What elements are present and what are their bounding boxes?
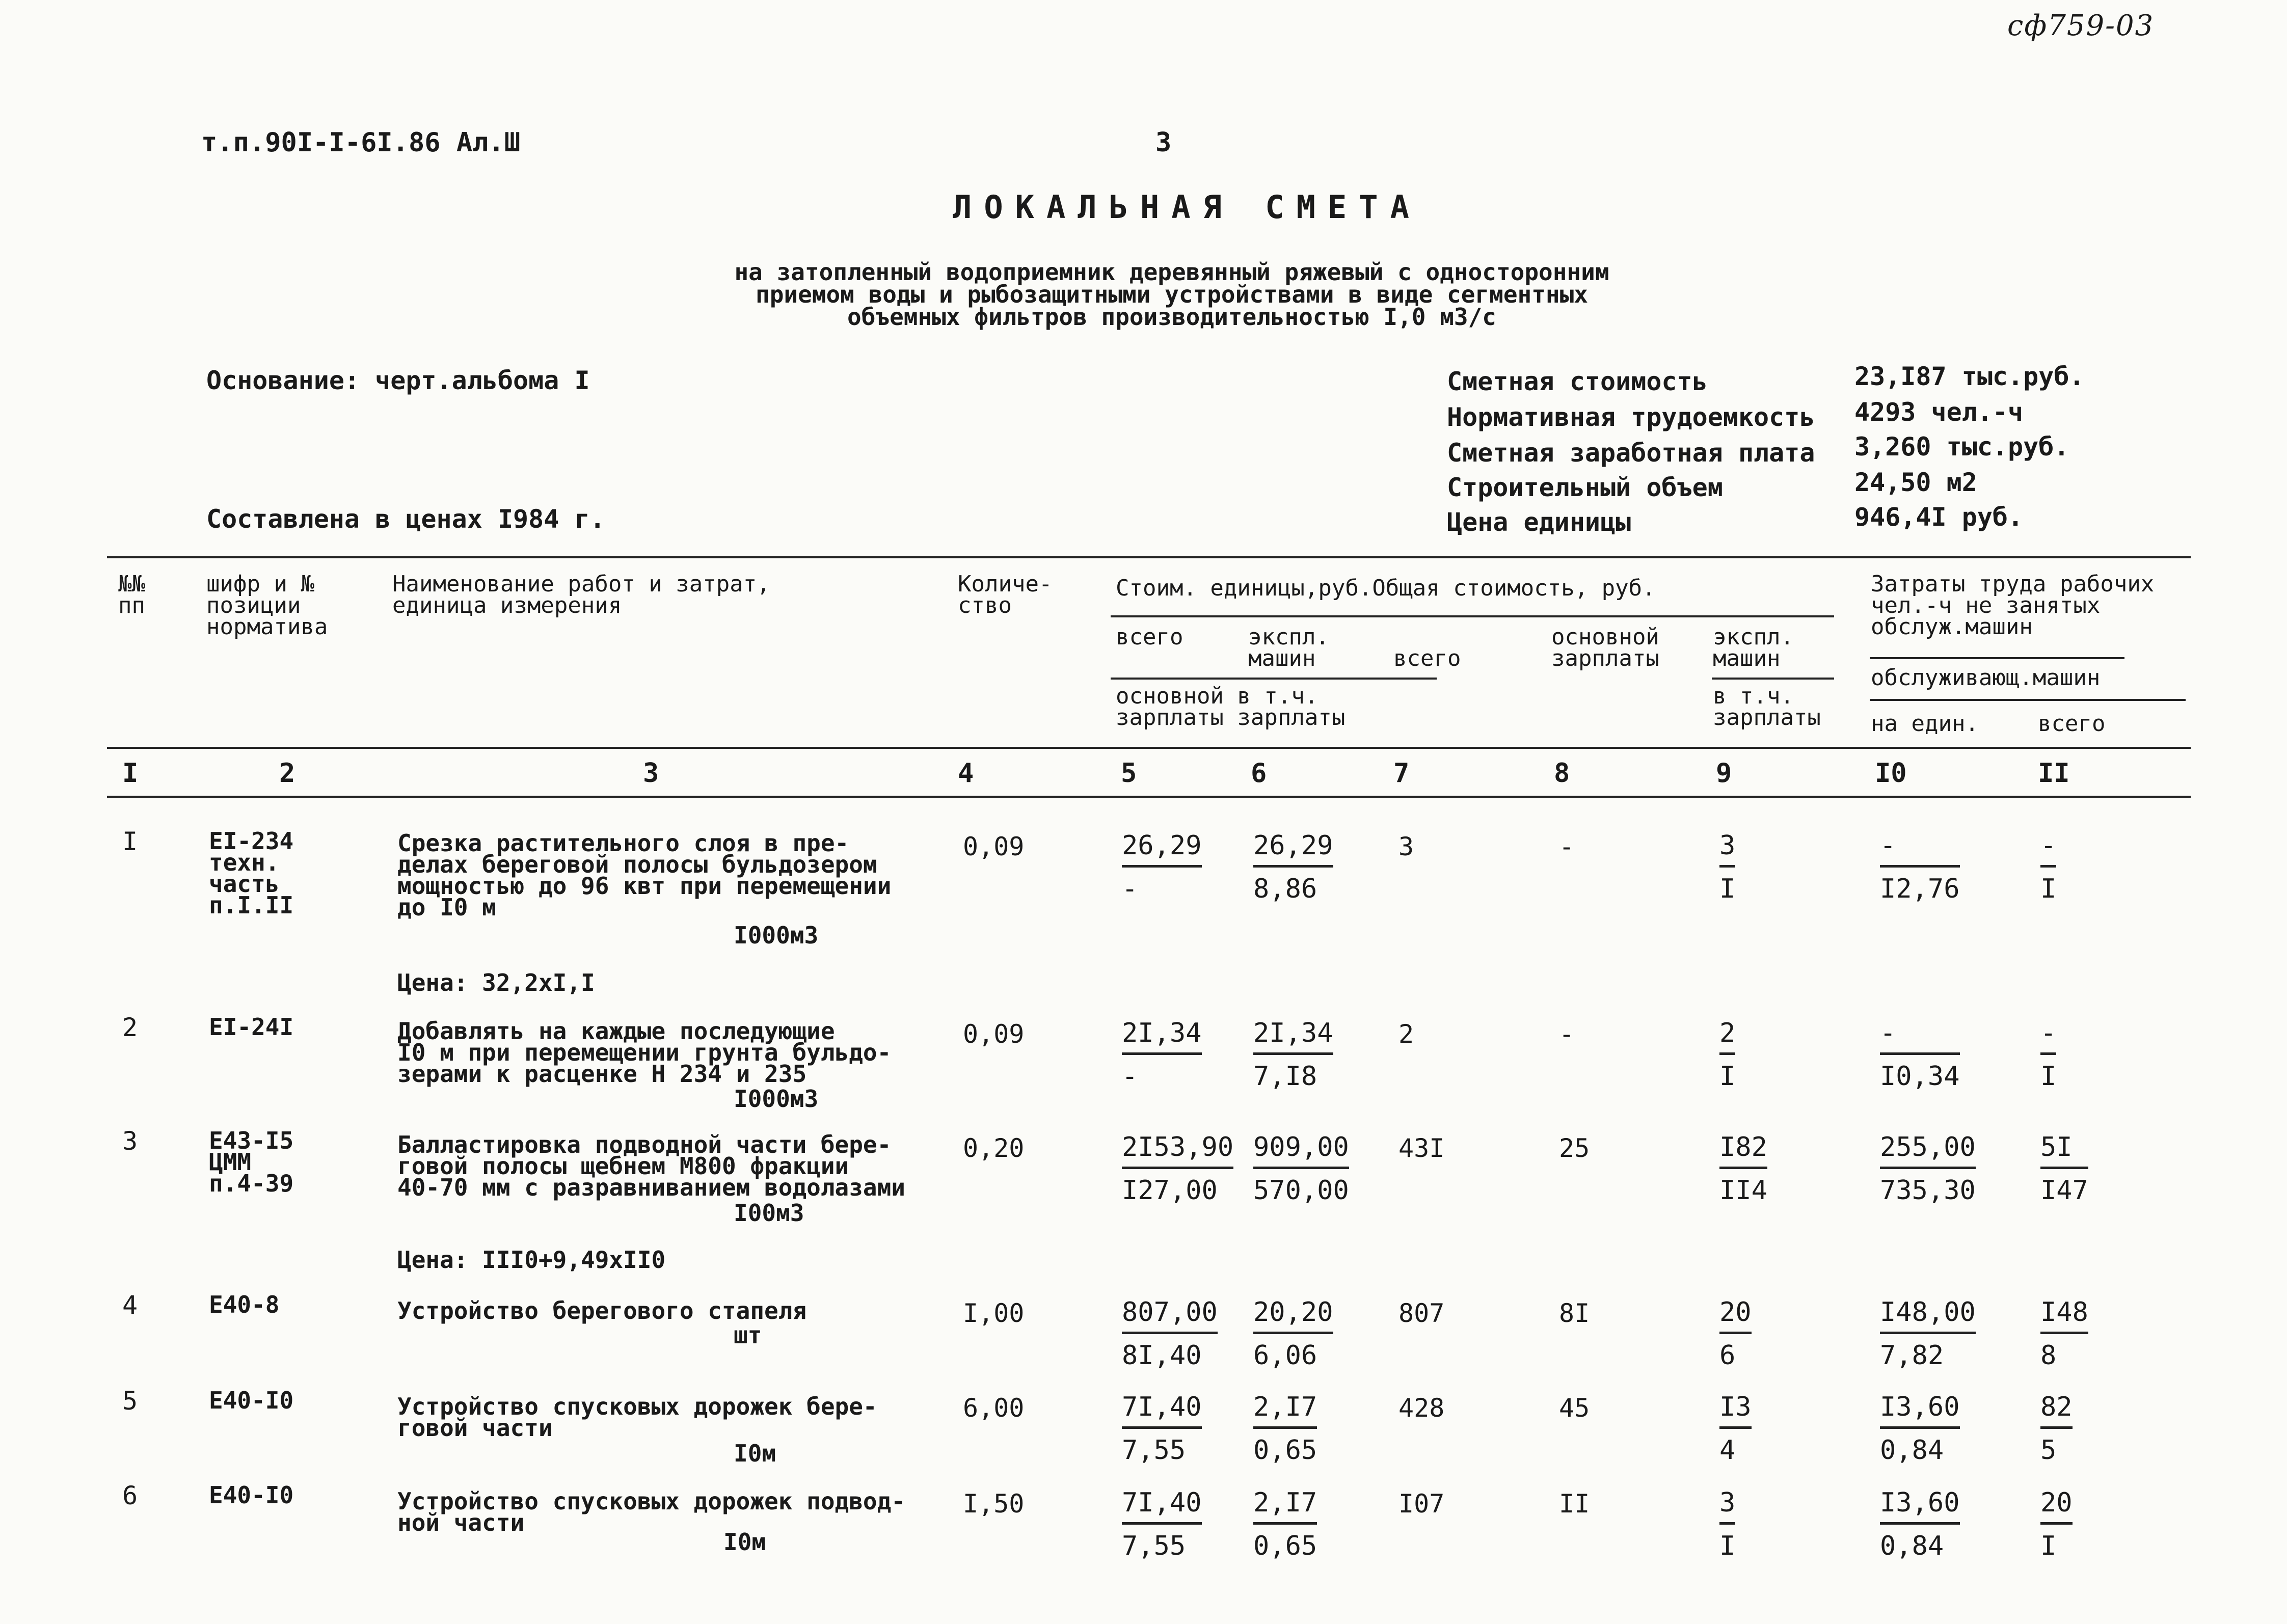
row-description (397, 1017, 892, 1088)
labor-service-per-unit: 735,30 (1880, 1175, 1976, 1206)
col-number: II (2038, 758, 2070, 789)
row-unit-machine-cost (1253, 1019, 1333, 1091)
row-labor-total (2040, 831, 2056, 903)
col-header-row-number: №№ пп (118, 571, 145, 618)
total-machine-cost: I3 (1719, 1393, 1752, 1429)
row-quantity: I,00 (963, 1298, 1025, 1328)
row-code-line: E40-I0 (209, 1481, 294, 1509)
document-code-stamp: сф759-03 (2007, 9, 2155, 42)
labor-per-unit: I3,60 (1880, 1393, 1960, 1429)
row-quantity: 0,20 (963, 1133, 1025, 1163)
unit-cost-total: 2I53,90 (1122, 1133, 1233, 1169)
col-header-unit-wages: основной в т.ч. зарплаты зарплаты (1116, 683, 1346, 730)
row-total-machines (1719, 1019, 1735, 1091)
row-description-line: 40-70 мм с разравниванием водолазами (397, 1174, 905, 1201)
row-total: 3 (1398, 832, 1414, 861)
row-labor-per-unit (1880, 1393, 1960, 1465)
row-unit-cost (1122, 1298, 1218, 1370)
row-unit-cost (1122, 1019, 1202, 1091)
unit-cost-wages: - (1122, 874, 1138, 904)
row-description-line: делах береговой полосы бульдозером (397, 851, 877, 878)
col-header-total-machines: экспл. машин (1713, 624, 1794, 671)
summary-value: 23,I87 тыс.руб. (1854, 362, 2085, 391)
row-description (397, 1297, 807, 1324)
total-machine-wages: I (1719, 1531, 1736, 1561)
unit-machine-wages: 570,00 (1253, 1175, 1349, 1206)
header-rule (1111, 678, 1437, 680)
unit-cost-wages: 8I,40 (1122, 1340, 1202, 1371)
row-description-line: мощностью до 96 квт при перемещении (397, 872, 892, 900)
col-number: 8 (1554, 758, 1570, 789)
row-total-machines (1719, 831, 1735, 903)
total-machine-cost: I82 (1719, 1133, 1767, 1169)
labor-service-per-unit: I0,34 (1880, 1061, 1960, 1092)
row-total-machines (1719, 1488, 1735, 1560)
row-description-line: Устройство спусковых дорожек бере- (397, 1393, 877, 1420)
unit-machine-cost: 2I,34 (1253, 1019, 1333, 1055)
col-header-total-machine-wages: в т.ч. зарплаты (1713, 683, 1821, 730)
unit-machine-cost: 909,00 (1253, 1133, 1349, 1169)
col-header-labor-per-unit: на един. (1871, 711, 1979, 737)
row-labor-total (2040, 1393, 2073, 1465)
row-labor-total (2040, 1019, 2056, 1091)
row-description-line: зерами к расценке Н 234 и 235 (397, 1060, 807, 1088)
total-machine-wages: I (1719, 1061, 1736, 1092)
labor-per-unit: I3,60 (1880, 1488, 1960, 1525)
unit-machine-cost: 2,I7 (1253, 1393, 1317, 1429)
total-machine-cost: 2 (1719, 1019, 1735, 1055)
document-reference: т.п.90I-I-6I.86 Ал.Ш (201, 127, 521, 158)
row-total-wages: II (1559, 1489, 1590, 1519)
row-code-line: E43-I5 (209, 1127, 294, 1154)
row-quantity: I,50 (963, 1489, 1025, 1519)
col-header-labor-total: всего (2038, 711, 2106, 737)
col-number: I0 (1875, 758, 1907, 789)
subtitle-line: объемных фильтров производительностью I,0 м3/с (847, 303, 1496, 331)
unit-cost-total: 807,00 (1122, 1298, 1218, 1334)
labor-per-unit: - (1880, 1019, 1960, 1055)
labor-total: 20 (2040, 1488, 2073, 1525)
row-total-wages: - (1559, 832, 1575, 861)
unit-machine-cost: 26,29 (1253, 831, 1333, 868)
labor-service-total: I (2040, 1531, 2057, 1561)
row-unit: I0м (734, 1440, 776, 1467)
row-code (209, 1291, 280, 1318)
row-labor-total (2040, 1488, 2073, 1560)
labor-total: 5I (2040, 1133, 2088, 1169)
labor-service-total: 5 (2040, 1435, 2057, 1466)
table-top-rule (107, 556, 2191, 558)
col-number: 5 (1121, 758, 1137, 789)
row-description-line: до I0 м (397, 894, 496, 921)
total-machine-wages: I (1719, 874, 1736, 904)
prices-year-text: Составлена в ценах I984 г. (206, 504, 605, 534)
summary-value: 4293 чел.-ч (1854, 397, 2024, 427)
row-code (209, 1481, 294, 1509)
row-number: 4 (122, 1290, 138, 1320)
row-total-machines (1719, 1133, 1767, 1205)
row-total-wages: 25 (1559, 1133, 1590, 1163)
unit-machine-wages: 6,06 (1253, 1340, 1317, 1371)
basis-text: Основание: черт.альбома I (206, 366, 590, 395)
row-code-line: EI-234 (209, 827, 294, 855)
labor-service-per-unit: 0,84 (1880, 1435, 1944, 1466)
row-total: 428 (1398, 1393, 1445, 1423)
row-code-line: EI-24I (209, 1013, 294, 1041)
row-description (397, 829, 892, 921)
col-header-total-wages: основной зарплаты (1551, 624, 1659, 671)
unit-cost-total: 26,29 (1122, 831, 1202, 868)
row-description-line: I0 м при перемещении грунта бульдо- (397, 1039, 892, 1066)
row-total-wages: 8I (1559, 1298, 1590, 1328)
row-labor-total (2040, 1133, 2088, 1205)
labor-per-unit: - (1880, 831, 1960, 868)
row-description (397, 1487, 905, 1536)
row-description-line: ной части (397, 1509, 525, 1536)
unit-machine-cost: 2,I7 (1253, 1488, 1317, 1525)
row-labor-per-unit (1880, 1133, 1976, 1205)
row-code (209, 1127, 294, 1197)
summary-value: 3,260 тыс.руб. (1854, 432, 2069, 462)
row-total-wages: - (1559, 1019, 1575, 1049)
row-labor-per-unit (1880, 1019, 1960, 1091)
row-unit: шт (734, 1321, 762, 1349)
labor-service-total: I (2040, 1061, 2057, 1092)
row-description-line: говой части (397, 1414, 553, 1442)
unit-cost-wages: I27,00 (1122, 1175, 1218, 1206)
row-number: 5 (122, 1386, 138, 1416)
col-number: 6 (1251, 758, 1267, 789)
col-header-unit-total: всего (1116, 624, 1183, 650)
row-quantity: 6,00 (963, 1393, 1025, 1423)
unit-machine-wages: 0,65 (1253, 1435, 1317, 1466)
row-code-line: часть (209, 870, 280, 898)
subtitle (662, 258, 1681, 331)
row-unit-machine-cost (1253, 1393, 1317, 1465)
labor-per-unit: 255,00 (1880, 1133, 1976, 1169)
row-description-line: Добавлять на каждые последующие (397, 1017, 835, 1045)
row-code-line: п.4-39 (209, 1170, 294, 1197)
labor-service-per-unit: I2,76 (1880, 874, 1960, 904)
col-header-total: всего (1393, 645, 1461, 671)
unit-machine-wages: 8,86 (1253, 874, 1317, 904)
row-code-line: п.I.II (209, 891, 294, 919)
row-description-line: Устройство берегового стапеля (397, 1297, 807, 1324)
unit-cost-total: 7I,40 (1122, 1393, 1202, 1429)
row-code-line: E40-I0 (209, 1387, 294, 1414)
unit-cost-total: 2I,34 (1122, 1019, 1202, 1055)
col-header-labor: Затраты труда рабочих чел.-ч не занятых обслуж.машин (1871, 571, 2155, 640)
labor-per-unit: I48,00 (1880, 1298, 1976, 1334)
row-price-note: Цена: III0+9,49xII0 (397, 1246, 666, 1274)
col-number: 2 (279, 758, 295, 789)
total-machine-wages: 6 (1719, 1340, 1736, 1371)
header-rule (1111, 615, 1834, 617)
row-unit-cost (1122, 831, 1202, 903)
row-code (209, 1013, 294, 1041)
header-rule (1870, 657, 2124, 659)
col-header-labor-service: обслуживающ.машин (1871, 665, 2101, 691)
row-description-line: Устройство спусковых дорожек подвод- (397, 1487, 905, 1515)
row-labor-per-unit (1880, 1298, 1976, 1370)
labor-total: 82 (2040, 1393, 2073, 1429)
total-machine-cost: 3 (1719, 1488, 1735, 1525)
row-description-line: говой полосы щебнем М800 фракции (397, 1152, 849, 1180)
row-total-machines (1719, 1393, 1752, 1465)
header-rule (1712, 678, 1834, 680)
row-description (397, 1393, 877, 1442)
row-unit-machine-cost (1253, 1133, 1349, 1205)
col-header-description: Наименование работ и затрат, единица измерения (392, 571, 770, 618)
row-description-line: Срезка растительного слоя в пре- (397, 829, 849, 857)
unit-cost-wages: - (1122, 1061, 1138, 1092)
row-total: 43I (1398, 1133, 1445, 1163)
col-number: I (122, 758, 139, 789)
col-header-quantity: Количе-ство (958, 571, 1053, 618)
labor-service-per-unit: 0,84 (1880, 1531, 1944, 1561)
summary-label: Сметная стоимость (1447, 367, 1708, 396)
row-description (397, 1131, 905, 1201)
col-number: 3 (643, 758, 659, 789)
unit-cost-wages: 7,55 (1122, 1435, 1186, 1466)
labor-service-per-unit: 7,82 (1880, 1340, 1944, 1371)
row-total-machines (1719, 1298, 1752, 1370)
row-number: I (122, 827, 138, 856)
row-code-line: техн. (209, 849, 280, 876)
row-unit: I00м3 (734, 1199, 804, 1227)
unit-machine-wages: 0,65 (1253, 1531, 1317, 1561)
col-number: 9 (1716, 758, 1732, 789)
row-unit: I000м3 (734, 1085, 819, 1113)
row-unit-cost (1122, 1488, 1202, 1560)
header-bottom-rule (107, 796, 2191, 798)
row-total: I07 (1398, 1489, 1445, 1519)
labor-service-total: 8 (2040, 1340, 2057, 1371)
labor-service-total: I (2040, 874, 2057, 904)
row-unit-cost (1122, 1393, 1202, 1465)
row-unit-machine-cost (1253, 1298, 1333, 1370)
row-code-line: E40-8 (209, 1291, 280, 1318)
col-header-unit-machines: экспл. машин (1248, 624, 1329, 671)
labor-total: I48 (2040, 1298, 2088, 1334)
row-unit-machine-cost (1253, 831, 1333, 903)
col-number: 4 (958, 758, 974, 789)
unit-cost-total: 7I,40 (1122, 1488, 1202, 1525)
row-code (209, 1387, 294, 1414)
row-labor-per-unit (1880, 1488, 1960, 1560)
col-number: 7 (1393, 758, 1410, 789)
row-unit: I0м (723, 1528, 766, 1556)
header-rule (1870, 699, 2186, 701)
row-total: 2 (1398, 1019, 1414, 1049)
row-labor-total (2040, 1298, 2088, 1370)
total-machine-wages: 4 (1719, 1435, 1736, 1466)
row-number: 6 (122, 1481, 138, 1510)
row-code-line: ЦММ (209, 1148, 252, 1176)
summary-label: Нормативная трудоемкость (1447, 402, 1815, 432)
row-unit-machine-cost (1253, 1488, 1317, 1560)
row-total: 807 (1398, 1298, 1445, 1328)
page-number: 3 (1155, 127, 1172, 158)
row-price-note: Цена: 32,2xI,I (397, 969, 595, 996)
summary-value: 946,4I руб. (1854, 502, 2024, 532)
row-number: 2 (122, 1013, 138, 1042)
total-machine-cost: 20 (1719, 1298, 1752, 1334)
summary-label: Цена единицы (1447, 507, 1631, 537)
labor-total: - (2040, 831, 2056, 868)
summary-label: Сметная заработная плата (1447, 438, 1815, 468)
row-labor-per-unit (1880, 831, 1960, 903)
col-header-cost-group: Стоим. единицы,руб.Общая стоимость, руб. (1116, 575, 1656, 601)
row-code (209, 827, 294, 919)
unit-machine-cost: 20,20 (1253, 1298, 1333, 1334)
total-machine-cost: 3 (1719, 831, 1735, 868)
header-rule (107, 747, 2191, 749)
subtitle-line: приемом воды и рыбозащитными устройствами в виде сегментных (756, 281, 1588, 308)
unit-machine-wages: 7,I8 (1253, 1061, 1317, 1092)
labor-service-total: I47 (2040, 1175, 2088, 1206)
row-quantity: 0,09 (963, 1019, 1025, 1049)
summary-value: 24,50 м2 (1854, 468, 1977, 497)
total-machine-wages: II4 (1719, 1175, 1767, 1206)
row-unit-cost (1122, 1133, 1233, 1205)
summary-label: Строительный объем (1447, 473, 1723, 502)
labor-total: - (2040, 1019, 2056, 1055)
row-unit: I000м3 (734, 922, 819, 949)
unit-cost-wages: 7,55 (1122, 1531, 1186, 1561)
row-quantity: 0,09 (963, 832, 1025, 861)
subtitle-line: на затопленный водоприемник деревянный ряжевый с односторонним (734, 258, 1609, 286)
col-header-code: шифр и № позиции норматива (206, 571, 328, 640)
page-title: ЛОКАЛЬНАЯ СМЕТА (953, 188, 1421, 226)
row-description-line: Балластировка подводной части бере- (397, 1131, 892, 1158)
row-total-wages: 45 (1559, 1393, 1590, 1423)
row-number: 3 (122, 1126, 138, 1156)
